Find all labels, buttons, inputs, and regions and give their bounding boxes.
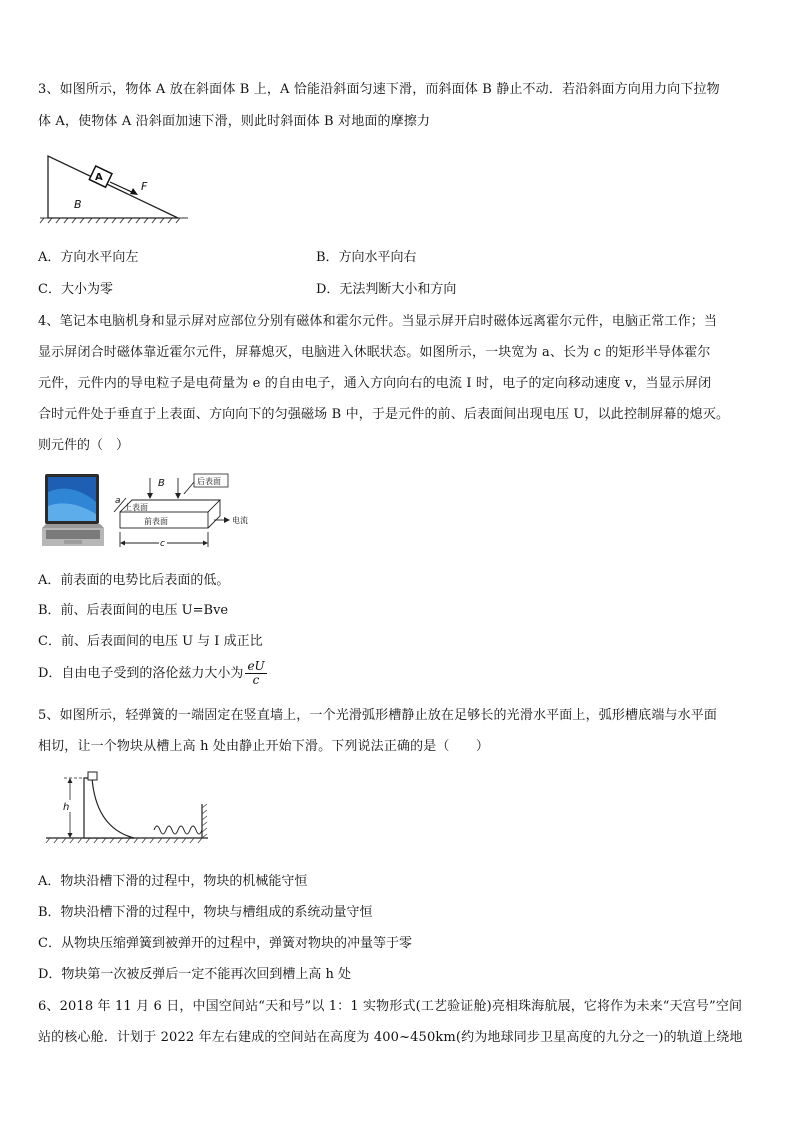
hall-element-figure: [110, 472, 270, 552]
fraction-eu-over-c: [245, 660, 266, 687]
q3-option-d[interactable]: D．无法判断大小和方向: [316, 282, 457, 297]
laptop-image: [42, 472, 104, 550]
label-front-surface: 前表面: [144, 517, 168, 526]
fraction-numerator: eU: [247, 659, 265, 673]
fraction-denominator: c: [252, 673, 260, 687]
q3-stem-line-1: 3、如图所示，物体 A 放在斜面体 B 上，A 恰能沿斜面匀速下滑，而斜面体 B 静止不动．若沿斜面方向用力向下拉物: [38, 82, 720, 97]
q3-incline-figure: [38, 150, 198, 224]
label-current: 电流: [232, 516, 248, 525]
q4-stem-line-5: 则元件的（ ）: [38, 438, 130, 453]
q5-label-h: h: [63, 802, 70, 813]
q5-slot-spring-figure: [44, 770, 214, 850]
q3-option-c[interactable]: C．大小为零: [38, 282, 113, 297]
label-width-a: a: [115, 496, 121, 506]
q6-stem-line-2: 站的核心舱．计划于 2022 年左右建成的空间站在高度为 400~450km(约为地球同步卫星高度的九分之一)的轨道上绕地: [38, 1030, 743, 1045]
label-magnetic-field: B: [158, 478, 165, 489]
label-length-c: c: [160, 539, 165, 549]
q4-option-d-text: D．自由电子受到的洛伦兹力大小为: [38, 665, 244, 681]
q6-stem-line-1: 6、2018 年 11 月 6 日，中国空间站“天和号”以 1：1 实物形式(工艺验证舱)亮相珠海航展，它将作为未来“天宫号”空间: [38, 999, 743, 1014]
q5-stem-line-1: 5、如图所示，轻弹簧的一端固定在竖直墙上，一个光滑弧形槽静止放在足够长的光滑水平面上，弧形槽底端与水平面: [38, 708, 718, 723]
q4-stem-line-2: 显示屏闭合时磁体靠近霍尔元件，屏幕熄灭，电脑进入休眠状态。如图所示，一块宽为 a、长为 c 的矩形半导体霍尔: [38, 345, 711, 360]
q3-label-a: A: [95, 172, 103, 183]
q3-option-b[interactable]: B．方向水平向右: [316, 250, 417, 265]
q3-option-a[interactable]: A．方向水平向左: [38, 250, 139, 265]
q5-option-a[interactable]: A．物块沿槽下滑的过程中，物块的机械能守恒: [38, 874, 308, 889]
q3-label-f: F: [141, 180, 148, 193]
q4-option-c[interactable]: C．前、后表面间的电压 U 与 I 成正比: [38, 634, 263, 649]
q5-option-d[interactable]: D．物块第一次被反弹后一定不能再次回到槽上高 h 处: [38, 967, 352, 982]
q5-option-b[interactable]: B．物块沿槽下滑的过程中，物块与槽组成的系统动量守恒: [38, 905, 373, 920]
q5-option-c[interactable]: C．从物块压缩弹簧到被弹开的过程中，弹簧对物块的冲量等于零: [38, 936, 412, 951]
label-top-surface: 上表面: [124, 503, 148, 512]
q4-stem-line-1: 4、笔记本电脑机身和显示屏对应部位分别有磁体和霍尔元件。当显示屏开启时磁体远离霍尔元件，电脑正常工作；当: [38, 314, 718, 329]
label-back-surface: 后表面: [197, 477, 221, 486]
q3-label-b: B: [74, 198, 82, 211]
q4-option-a[interactable]: A．前表面的电势比后表面的低。: [38, 573, 230, 588]
q4-option-b[interactable]: B．前、后表面间的电压 U=Bve: [38, 603, 229, 618]
q3-stem-line-2: 体 A，使物体 A 沿斜面加速下滑，则此时斜面体 B 对地面的摩擦力: [38, 114, 431, 129]
q4-stem-line-4: 合时元件处于垂直于上表面、方向向下的匀强磁场 B 中，于是元件的前、后表面间出现电压 U，以此控制屏幕的熄灭。: [38, 407, 730, 422]
q4-stem-line-3: 元件，元件内的导电粒子是电荷量为 e 的自由电子，通入方向向右的电流 I 时，电子的定向移动速度 v，当显示屏闭: [38, 376, 712, 391]
q5-stem-line-2: 相切，让一个物块从槽上高 h 处由静止开始下滑。下列说法正确的是（ ）: [38, 739, 490, 754]
q4-option-d[interactable]: [38, 660, 267, 687]
